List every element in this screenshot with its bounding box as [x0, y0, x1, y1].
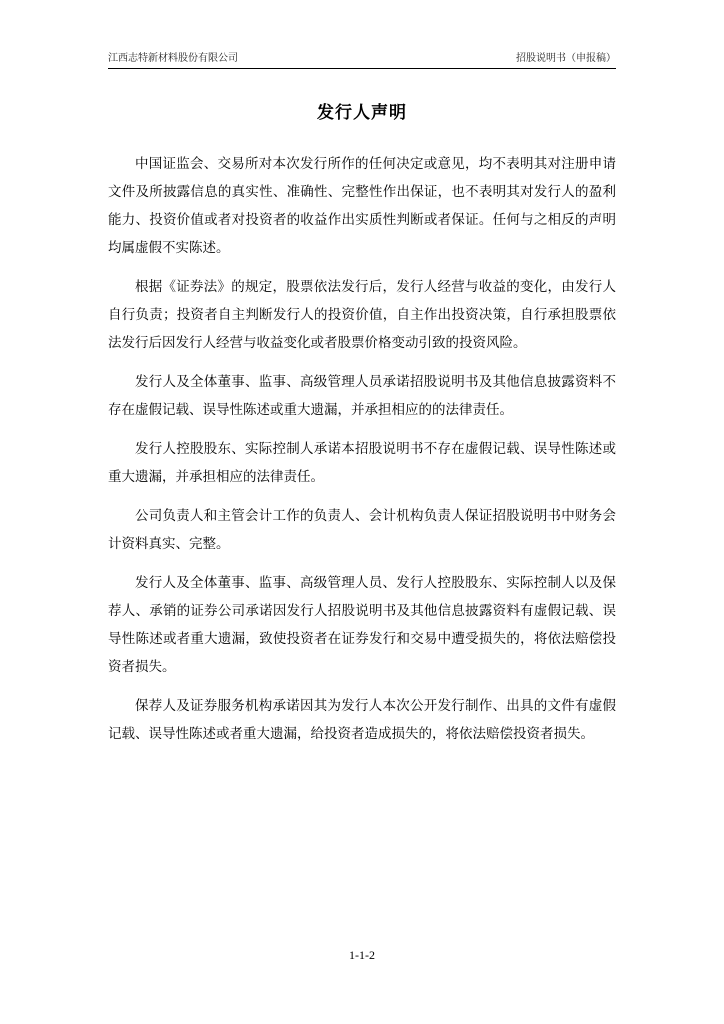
- header-company-name: 江西志特新材料股份有限公司: [108, 53, 238, 64]
- paragraph-regulator-disclaimer: 中国证监会、交易所对本次发行所作的任何决定或意见，均不表明其对注册申请文件及所披露信息的真实性、准确性、完整性作出保证，也不表明其对发行人的盈利能力、投资价值或者对投资者的收益作出实质性判断或者保证。任何与之相反的声明均属虚假不实陈述。: [108, 156, 616, 256]
- paragraph-controller-commitment: 发行人控股股东、实际控制人承诺本招股说明书不存在虚假记载、误导性陈述或重大遗漏，并承担相应的法律责任。: [108, 441, 616, 485]
- paragraph-investment-risk: 根据《证券法》的规定，股票依法发行后，发行人经营与收益的变化，由发行人自行负责；投资者自主判断发行人的投资价值，自主作出投资决策，自行承担股票依法发行后因发行人经营与收益变化或者股票价格变动引致的投资风险。: [108, 279, 616, 351]
- paragraph-directors-commitment: 发行人及全体董事、监事、高级管理人员承诺招股说明书及其他信息披露资料不存在虚假记载、误导性陈述或重大遗漏，并承担相应的的法律责任。: [108, 374, 616, 418]
- header-document-type: 招股说明书（申报稿）: [516, 53, 616, 64]
- paragraph-compensation-commitment: 发行人及全体董事、监事、高级管理人员、发行人控股股东、实际控制人以及保荐人、承销的证券公司承诺因发行人招股说明书及其他信息披露资料有虚假记载、误导性陈述或者重大遗漏，致使投资者在证券发行和交易中遭受损失的，将依法赔偿投资者损失。: [108, 575, 616, 675]
- page-number: 1-1-2: [349, 948, 375, 962]
- declaration-body: [108, 150, 616, 759]
- paragraph-financial-guarantee: 公司负责人和主管会计工作的负责人、会计机构负责人保证招股说明书中财务会计资料真实、完整。: [108, 508, 616, 552]
- paragraph-sponsor-commitment: 保荐人及证券服务机构承诺因其为发行人本次公开发行制作、出具的文件有虚假记载、误导性陈述或者重大遗漏，给投资者造成损失的，将依法赔偿投资者损失。: [108, 698, 616, 742]
- page-title: 发行人声明: [317, 103, 407, 123]
- page-header: [108, 50, 616, 69]
